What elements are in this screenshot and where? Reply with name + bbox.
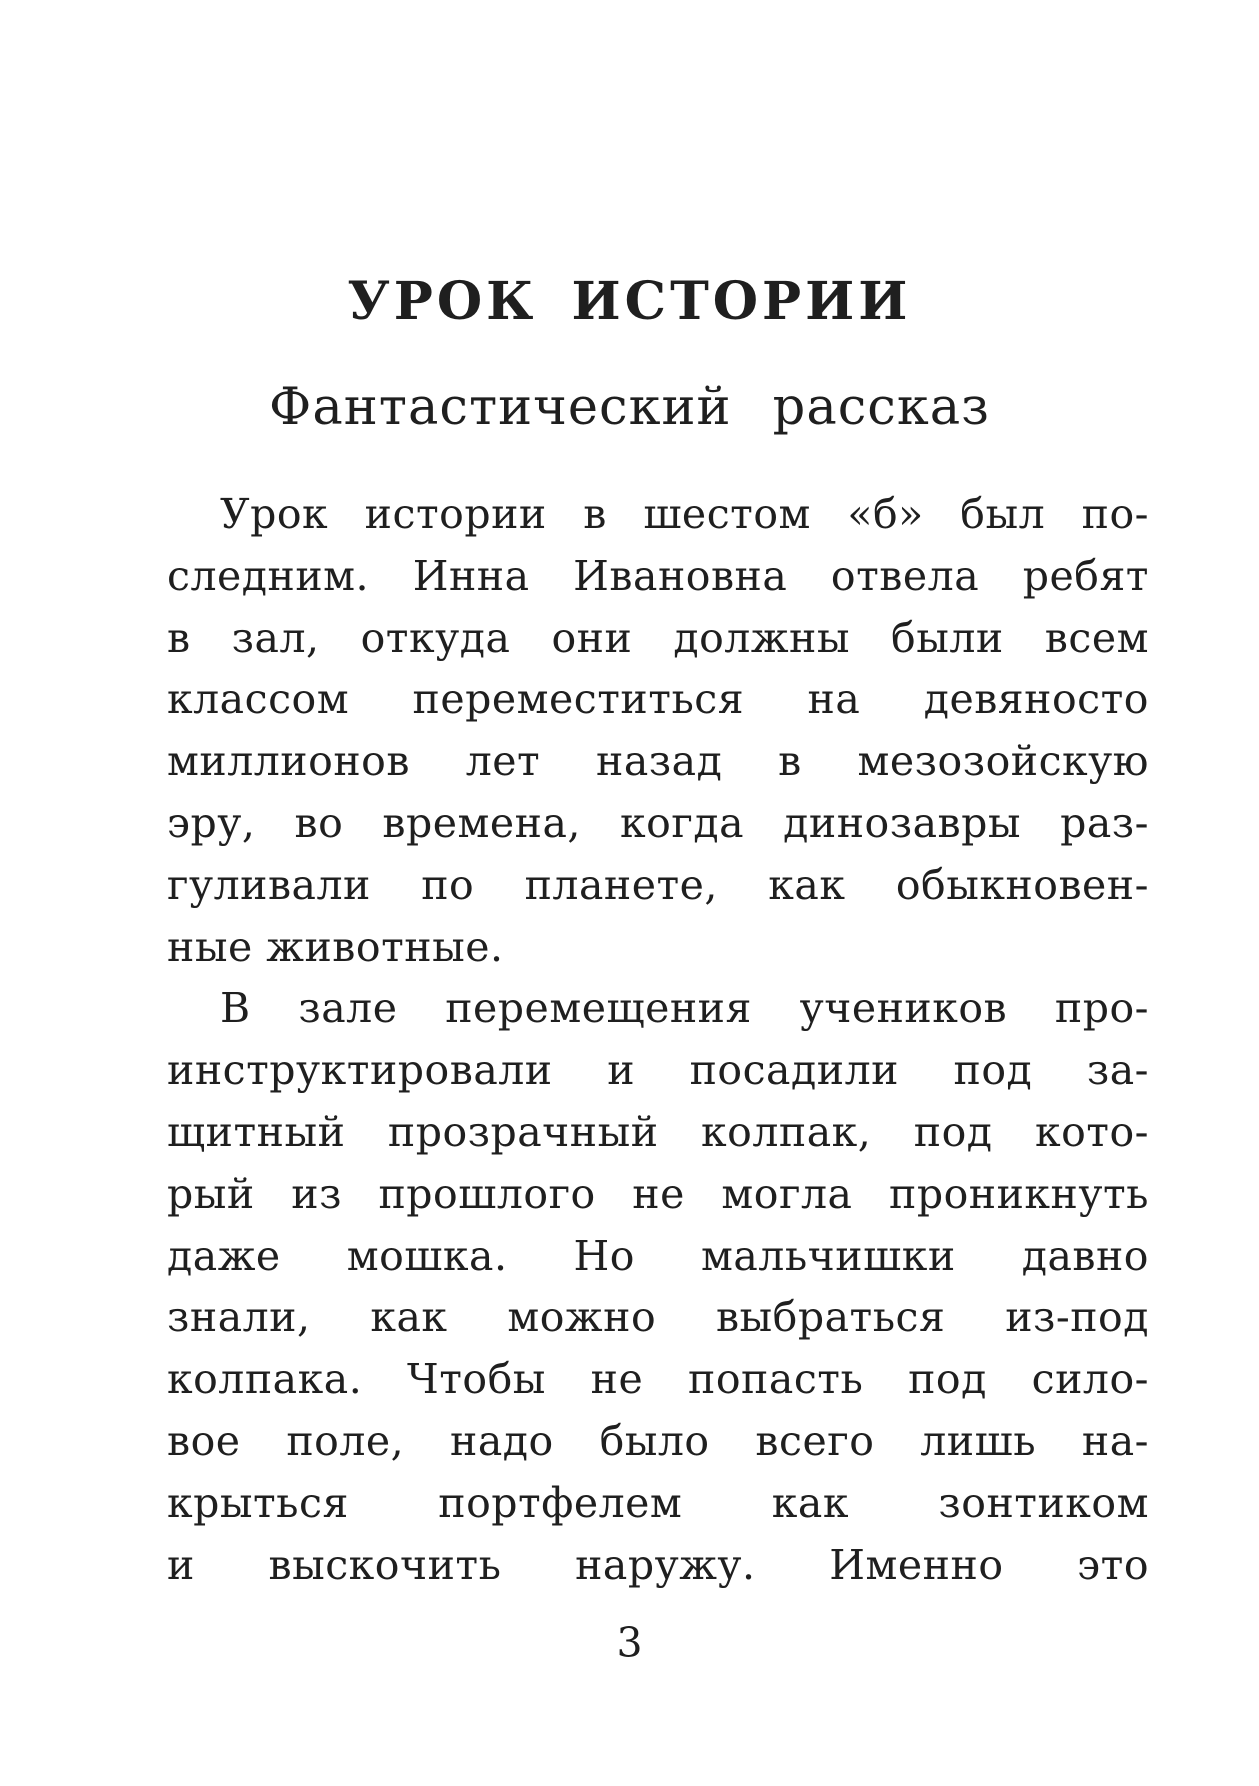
text-line: знали, как можно выбраться из-под <box>167 1293 1149 1342</box>
story-subtitle: Фантастический рассказ <box>269 378 990 437</box>
text-line: эру, во времена, когда динозавры раз- <box>167 798 1149 847</box>
text-line: вое поле, надо было всего лишь на- <box>167 1416 1149 1465</box>
text-line: в зал, откуда они должны были всем <box>167 613 1149 662</box>
text-line: даже мошка. Но мальчишки давно <box>167 1231 1149 1280</box>
text-line: крыться портфелем как зонтиком <box>167 1478 1149 1527</box>
text-line: гуливали по планете, как обыкновен- <box>167 860 1149 909</box>
text-line: классом переместиться на девяносто <box>167 675 1149 724</box>
text-line: миллионов лет назад в мезозойскую <box>167 737 1149 786</box>
text-line: Урок истории в шестом «б» был по- <box>220 490 1149 538</box>
text-line: В зале перемещения учеников про- <box>220 984 1149 1033</box>
text-line: и выскочить наружу. Именно это <box>167 1540 1149 1589</box>
story-title: УРОК ИСТОРИИ <box>347 271 912 332</box>
paragraph <box>167 978 1149 1596</box>
text-line: щитный прозрачный колпак, под кото- <box>167 1107 1149 1156</box>
text-line: рый из прошлого не могла проникнуть <box>167 1169 1149 1218</box>
page-number: 3 <box>616 1619 643 1667</box>
text-line: инструктировали и посадили под за- <box>167 1046 1149 1095</box>
text-line: колпака. Чтобы не попасть под сило- <box>167 1355 1149 1404</box>
story-body <box>167 484 1149 1596</box>
text-line: ные животные. <box>167 922 504 971</box>
paragraph <box>167 484 1149 978</box>
text-line: следним. Инна Ивановна отвела ребят <box>167 551 1149 600</box>
